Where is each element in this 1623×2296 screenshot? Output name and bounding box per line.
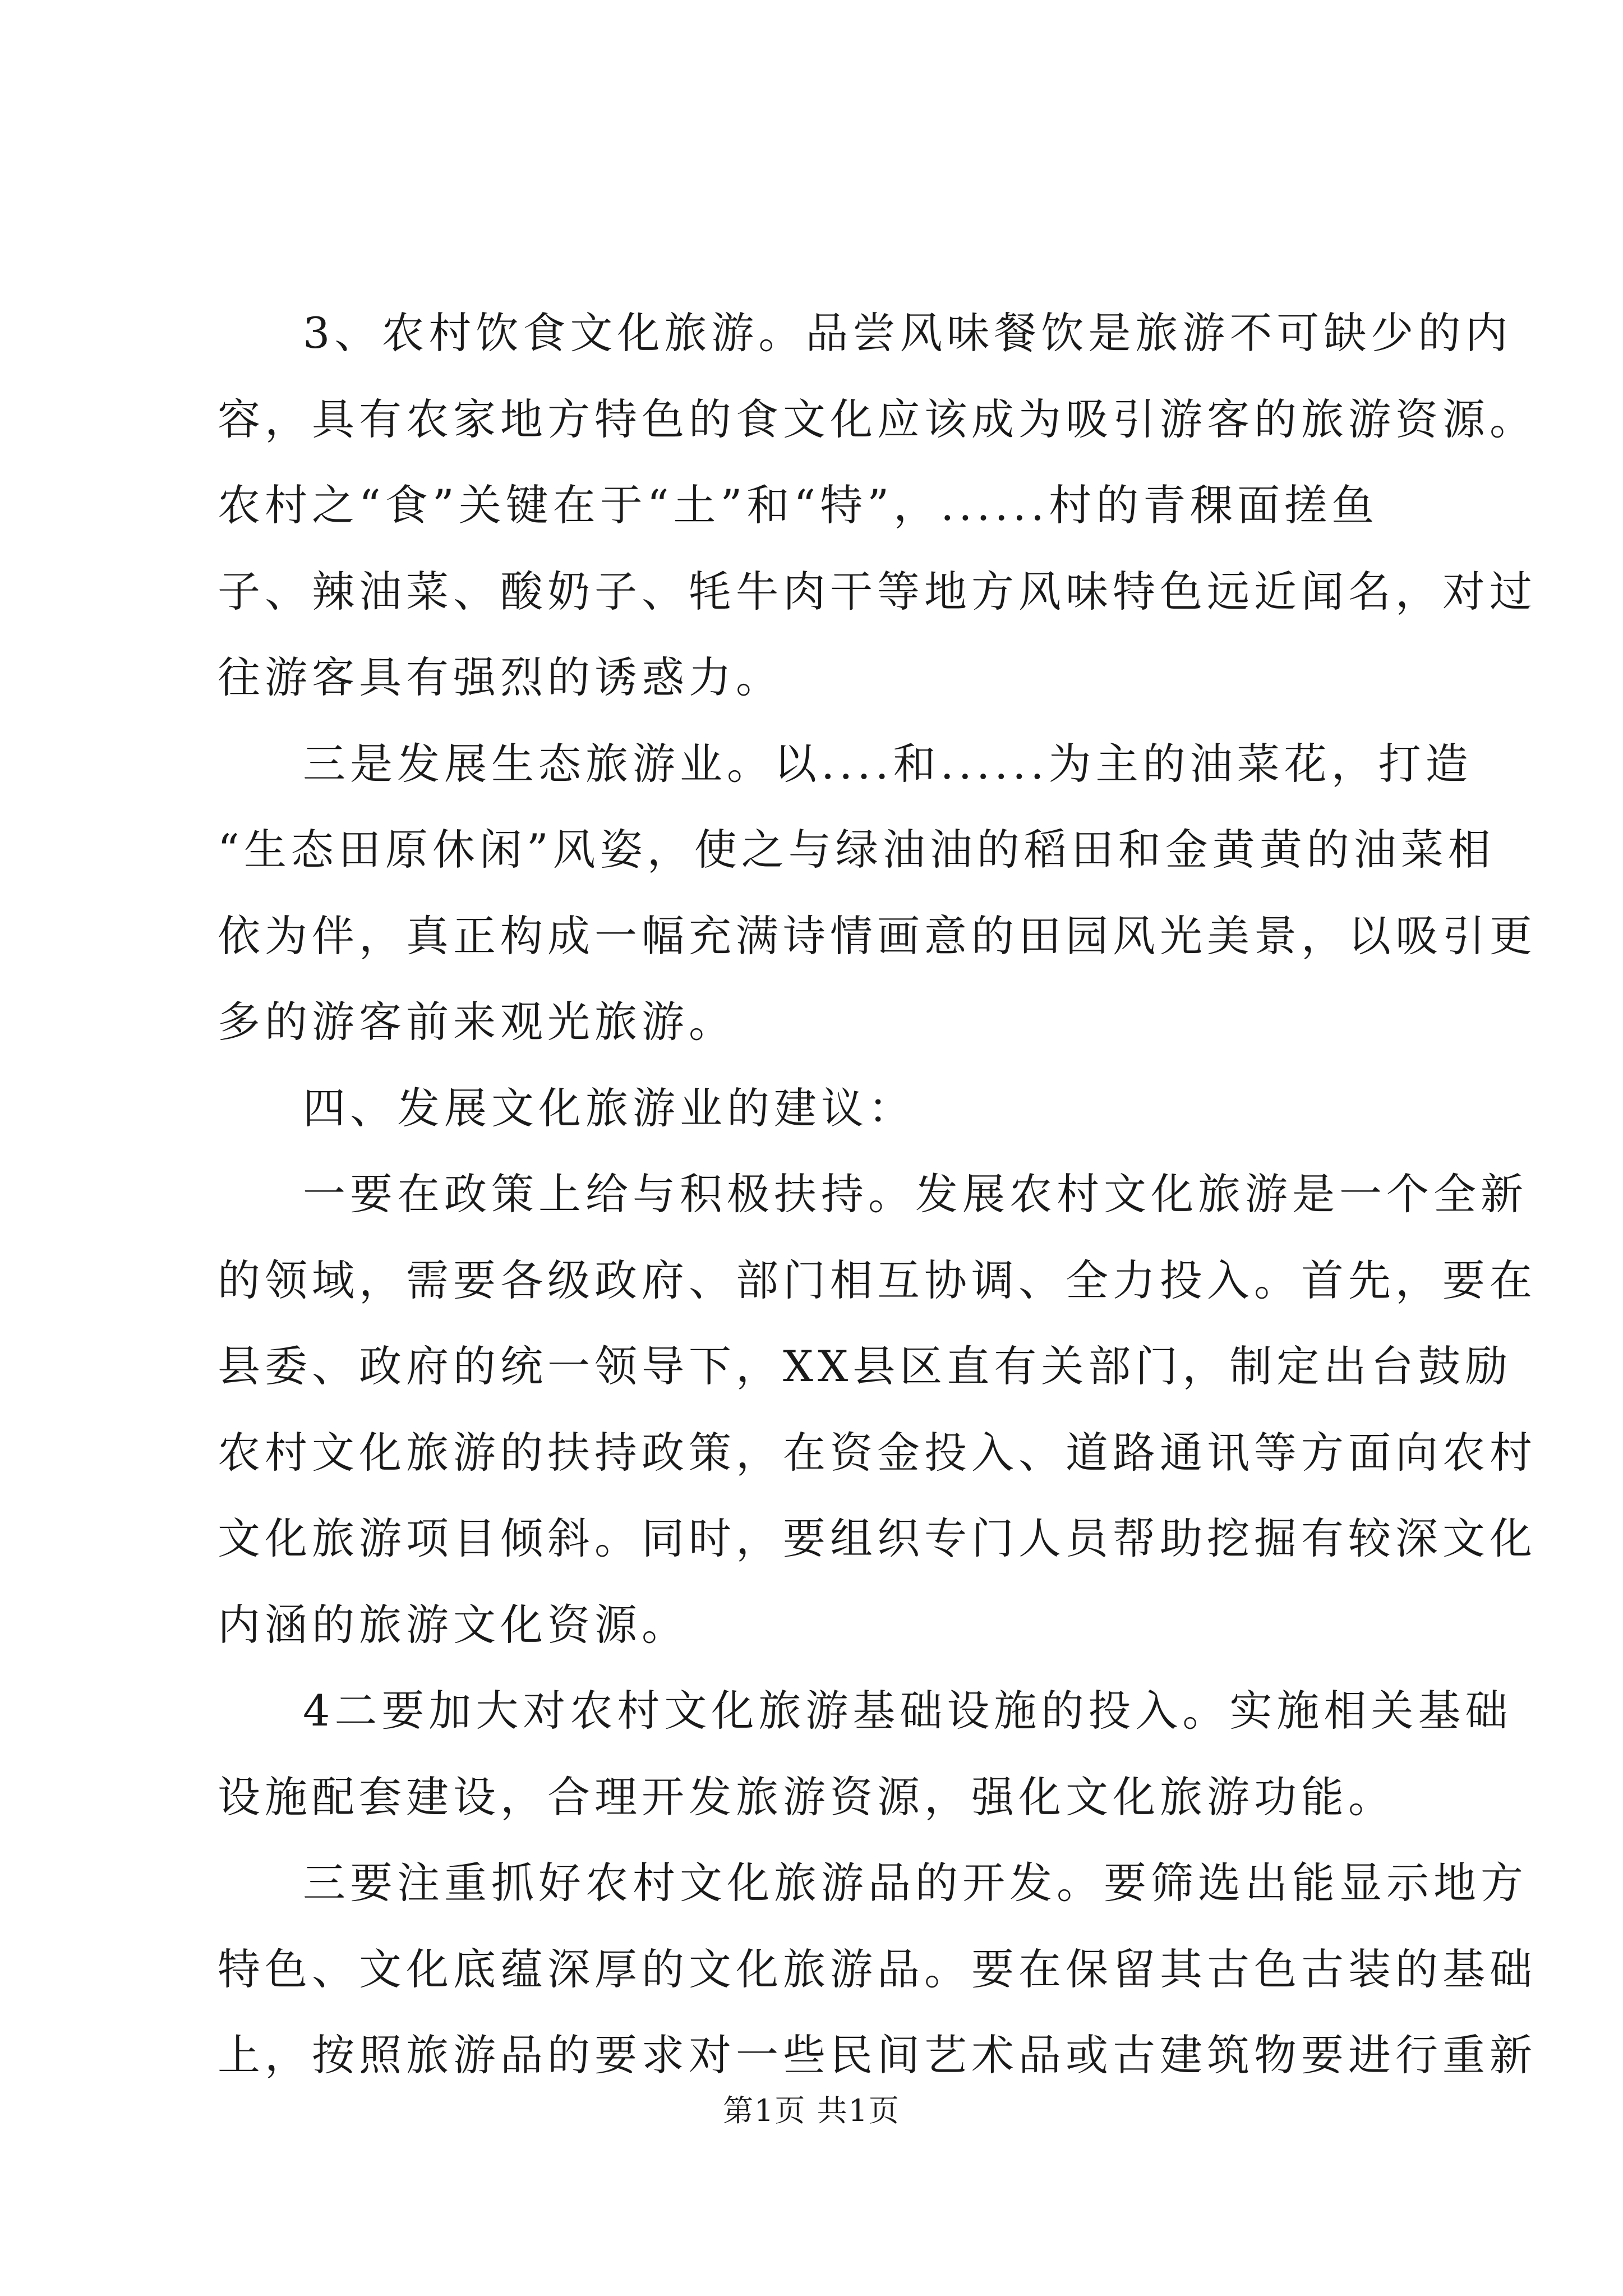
text-line: 子、辣油菜、酸奶子、牦牛肉干等地方风味特色远近闻名，对过 bbox=[218, 567, 1537, 616]
text-line: 容，具有农家地方特色的食文化应该成为吸引游客的旅游资源。 bbox=[218, 394, 1537, 444]
text-line: “生态田原休闲”风姿，使之与绿油油的稻田和金黄黄的油菜相 bbox=[218, 825, 1495, 875]
text-line: 设施配套建设，合理开发旅游资源，强化文化旅游功能。 bbox=[218, 1772, 1395, 1822]
text-line: 上，按照旅游品的要求对一些民间艺术品或古建筑物要进行重新 bbox=[218, 2030, 1537, 2080]
text-line: 依为伴，真正构成一幅充满诗情画意的田园风光美景，以吸引更 bbox=[218, 911, 1537, 961]
text-line: 一要在政策上给与积极扶持。发展农村文化旅游是一个全新 bbox=[303, 1169, 1528, 1219]
text-line: 的领域，需要各级政府、部门相互协调、全力投入。首先，要在 bbox=[218, 1255, 1537, 1305]
text-line: 3、农村饮食文化旅游。品尝风味餐饮是旅游不可缺少的内 bbox=[303, 308, 1513, 358]
section-heading: 四、发展文化旅游业的建议： bbox=[303, 1083, 915, 1133]
text-line: 农村之“食”关键在于“土”和“特”，......村的青稞面搓鱼 bbox=[218, 480, 1379, 530]
text-line: 特色、文化底蕴深厚的文化旅游品。要在保留其古色古装的基础 bbox=[218, 1944, 1537, 1994]
text-line: 4二要加大对农村文化旅游基础设施的投入。实施相关基础 bbox=[303, 1686, 1513, 1736]
text-line: 内涵的旅游文化资源。 bbox=[218, 1600, 689, 1650]
text-line: 县委、政府的统一领导下，XX县区直有关部门，制定出台鼓励 bbox=[218, 1341, 1513, 1391]
page-footer: 第1页 共1页 bbox=[723, 2093, 900, 2128]
text-line: 农村文化旅游的扶持政策，在资金投入、道路通讯等方面向农村 bbox=[218, 1428, 1537, 1478]
text-line: 文化旅游项目倾斜。同时，要组织专门人员帮助挖掘有较深文化 bbox=[218, 1513, 1537, 1563]
text-line: 三要注重抓好农村文化旅游品的开发。要筛选出能显示地方 bbox=[303, 1858, 1528, 1908]
text-line: 往游客具有强烈的诱惑力。 bbox=[218, 652, 783, 702]
text-line: 多的游客前来观光旅游。 bbox=[218, 997, 736, 1047]
text-line: 三是发展生态旅游业。以....和......为主的油菜花，打造 bbox=[303, 739, 1473, 789]
